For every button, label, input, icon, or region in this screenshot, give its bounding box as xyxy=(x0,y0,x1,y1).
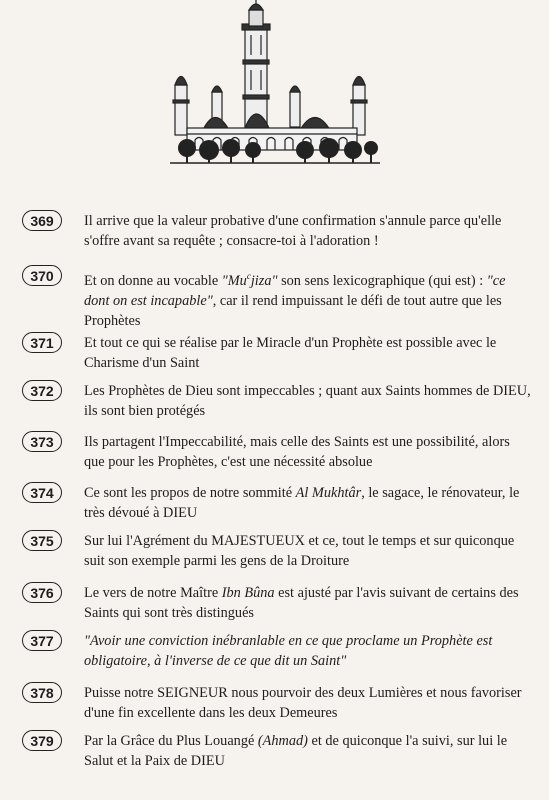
verse-number: 377 xyxy=(22,630,62,651)
verse-number: 375 xyxy=(22,530,62,551)
verse-text: Le vers de notre Maître Ibn Bûna est ajusté par l'avis suivant de certains des Saints qui sont très distingués xyxy=(84,585,519,621)
verse-number: 369 xyxy=(22,210,62,231)
verse-text: Ce sont les propos de notre sommité Al Mukhtâr, le sagace, le rénovateur, le très dévoué à DIEU xyxy=(84,485,520,521)
verse-text: Il arrive que la valeur probative d'une confirmation s'annule parce qu'elle s'offre avant sa requête ; consacre-toi à l'adoration ! xyxy=(84,213,502,249)
verse-number: 372 xyxy=(22,380,62,401)
verse-number: 370 xyxy=(22,265,62,286)
mosque-illustration xyxy=(165,0,385,170)
verse-text: Sur lui l'Agrément du MAJESTUEUX et ce, tout le temps et sur quiconque suit son exemple parmi les gens de la Droiture xyxy=(84,533,515,569)
verse-number: 371 xyxy=(22,332,62,353)
verse-number: 373 xyxy=(22,431,62,452)
verse-number: 379 xyxy=(22,730,62,751)
verse-number: 378 xyxy=(22,682,62,703)
verse-text: Et on donne au vocable "Mu$^c$jiza" son sens lexicographique (qui est) : "ce dont on est incapable", car il rend impuissant le défi de tout autre que les Prophètes xyxy=(84,271,506,329)
verse-number: 376 xyxy=(22,582,62,603)
verse-text: Et tout ce qui se réalise par le Miracle d'un Prophète est possible avec le Charisme d'un Saint xyxy=(84,335,497,371)
verse-text: Les Prophètes de Dieu sont impeccables ; quant aux Saints hommes de DIEU, ils sont bien protégés xyxy=(84,383,531,419)
verse-number: 374 xyxy=(22,482,62,503)
verse-text: Ils partagent l'Impeccabilité, mais celle des Saints est une possibilité, alors que pour les Prophètes, c'est une nécessité absolue xyxy=(84,434,510,470)
verse-text: Puisse notre SEIGNEUR nous pourvoir des deux Lumières et nous favoriser d'une fin excellente dans les deux Demeures xyxy=(84,685,522,721)
verse-text: Par la Grâce du Plus Louangé (Ahmad) et de quiconque l'a suivi, sur lui le Salut et la Paix de DIEU xyxy=(84,733,508,769)
verse-text: "Avoir une conviction inébranlable en ce que proclame un Prophète est obligatoire, à l'inverse de ce que dit un Saint" xyxy=(84,633,493,669)
